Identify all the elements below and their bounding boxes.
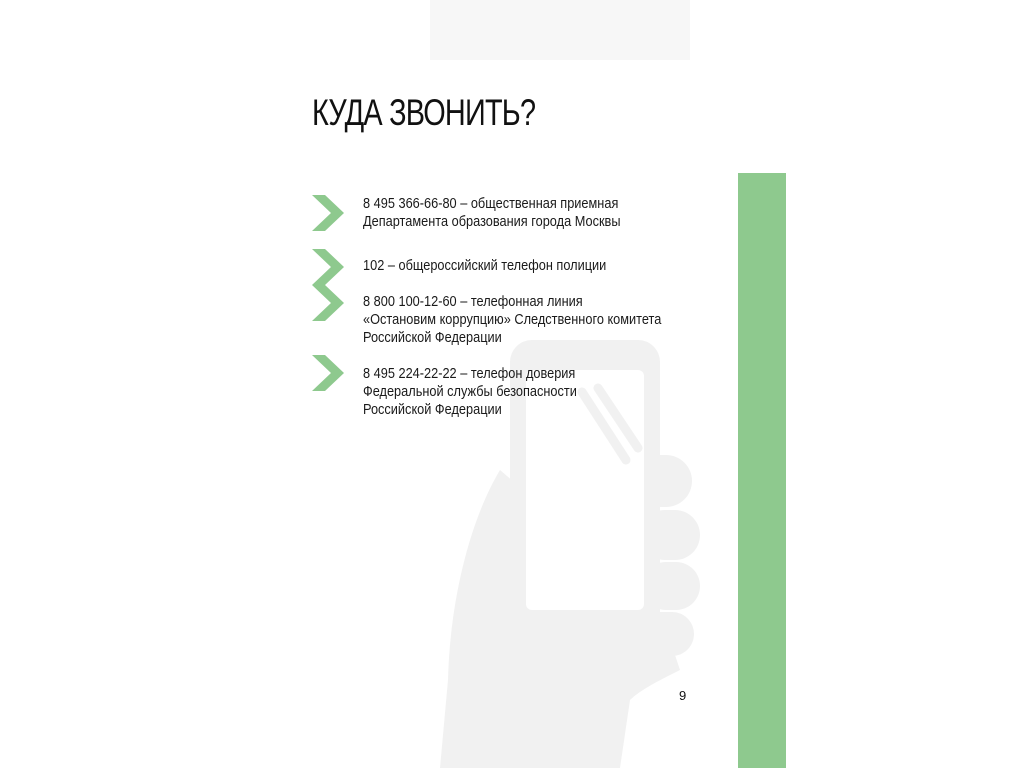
page-title: КУДА ЗВОНИТЬ? — [312, 92, 536, 133]
chevron-right-icon — [312, 195, 344, 231]
contact-text — [363, 293, 733, 347]
contact-line: Российской Федерации — [363, 330, 502, 346]
green-side-bar — [738, 173, 786, 768]
chevron-right-icon — [312, 249, 344, 285]
contact-text — [363, 195, 733, 231]
contact-line: 8 495 224-22-22 – телефон доверия — [363, 366, 576, 382]
contact-line: Департамента образования города Москвы — [363, 214, 621, 230]
contact-line: Федеральной службы безопасности — [363, 384, 577, 400]
chevron-right-icon — [312, 285, 344, 321]
contact-line: Российской Федерации — [363, 402, 502, 418]
chevron-right-icon — [312, 355, 344, 391]
contact-line: 8 800 100-12-60 – телефонная линия — [363, 294, 583, 310]
contact-line: 102 – общероссийский телефон полиции — [363, 258, 607, 274]
page-number: 9 — [679, 688, 687, 703]
contact-line: 8 495 366-66-80 – общественная приемная — [363, 196, 619, 212]
contact-text — [363, 257, 733, 275]
contact-line: «Остановим коррупцию» Следственного комитета — [363, 312, 662, 328]
contact-text — [363, 365, 733, 419]
